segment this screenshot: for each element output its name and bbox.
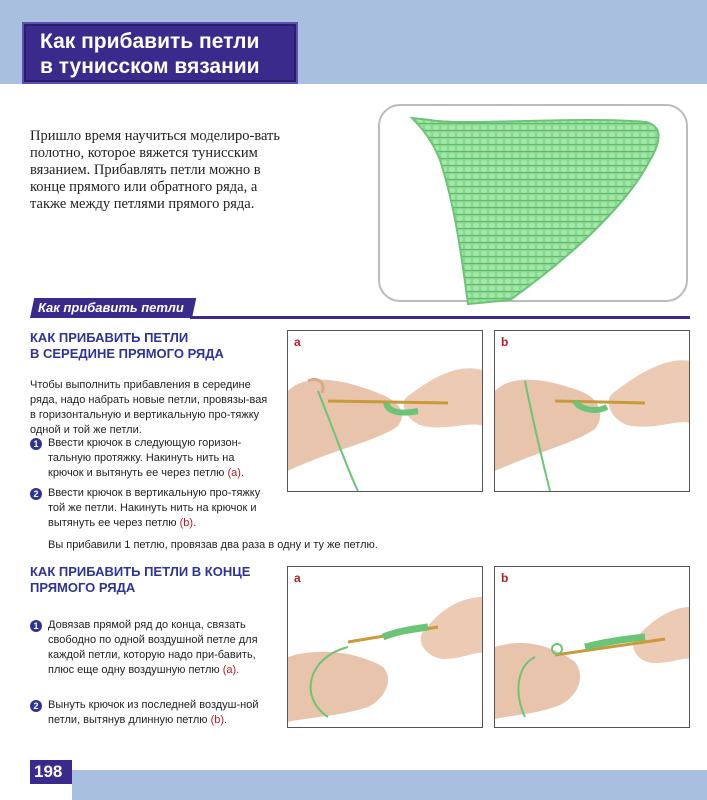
middle-step-1-text: Ввести крючок в следующую горизон-тальную протяжку. Накинуть нить на крючок и вытянуть ее через петлю: [48, 437, 242, 479]
end-photo-b: [494, 566, 690, 728]
hands-crochet-illustration: [495, 567, 690, 728]
end-step-2: [48, 698, 266, 728]
middle-photo-b-label: b: [501, 335, 509, 349]
end-photo-a: [287, 566, 483, 728]
middle-step-2: [48, 486, 266, 531]
end-step-1-text: Довязав прямой ряд до конца, связать свободно по одной воздушной петле для каждой петли, которую надо при-бавить, плюс еще одну воздушную петлю: [48, 619, 258, 676]
middle-step-1: [48, 436, 266, 481]
end-step-2-number: 2: [30, 700, 42, 712]
middle-step-1-number: 1: [30, 438, 42, 450]
middle-heading-line-1: КАК ПРИБАВИТЬ ПЕТЛИ: [30, 330, 189, 345]
end-heading-line-2: ПРЯМОГО РЯДА: [30, 580, 136, 595]
middle-step-2-number: 2: [30, 488, 42, 500]
end-photo-a-label: a: [294, 571, 301, 585]
section-tab-label: Как прибавить петли: [38, 300, 184, 315]
middle-photo-b: [494, 330, 690, 492]
knitted-triangle-photo: [400, 110, 670, 306]
middle-step-1-ref: (a).: [227, 467, 244, 479]
end-step-1: [48, 618, 266, 678]
middle-heading: [30, 330, 280, 362]
end-photo-b-label: b: [501, 571, 509, 585]
middle-step-2-ref: (b).: [179, 517, 197, 529]
middle-result: Вы прибавили 1 петлю, провязав два раза в одну и ту же петлю.: [48, 539, 378, 551]
end-step-2-ref: (b).: [210, 714, 228, 726]
hands-crochet-illustration: [288, 331, 483, 492]
page-number: 198: [34, 762, 63, 781]
hands-crochet-illustration: [288, 567, 483, 728]
end-step-1-number: 1: [30, 620, 42, 632]
middle-step-2-text: Ввести крючок в вертикальную про-тяжку той же петли. Накинуть нить на крючок и вытянуть ее через петлю: [48, 487, 261, 529]
title-line-1: Как прибавить петли: [40, 30, 260, 53]
middle-photo-a-label: a: [294, 335, 301, 349]
end-step-2-text: Вынуть крючок из последней воздуш-ной петли, вытянув длинную петлю: [48, 699, 259, 726]
middle-photo-a: [287, 330, 483, 492]
bottom-band: [72, 770, 707, 800]
intro-paragraph: Пришло время научиться моделиро-вать полотно, которое вяжется тунисским вязанием. Прибавлять петли можно в конце прямого или обратного ряда, а также между петлями прямого ряда.: [30, 128, 281, 212]
end-heading: [30, 564, 290, 596]
title-line-2: в тунисском вязании: [40, 55, 260, 78]
middle-lead: Чтобы выполнить прибавления в середине ряда, надо набрать новые петли, провязы-вая в горизонтальную и вертикальную про-тяжку одной и той же петли.: [30, 379, 268, 436]
section-rule: [190, 316, 690, 319]
end-heading-line-1: КАК ПРИБАВИТЬ ПЕТЛИ В КОНЦЕ: [30, 564, 251, 579]
end-step-1-ref: (a).: [222, 664, 240, 676]
hands-crochet-illustration: [495, 331, 690, 492]
middle-heading-line-2: В СЕРЕДИНЕ ПРЯМОГО РЯДА: [30, 346, 224, 361]
page-title: [40, 29, 300, 79]
